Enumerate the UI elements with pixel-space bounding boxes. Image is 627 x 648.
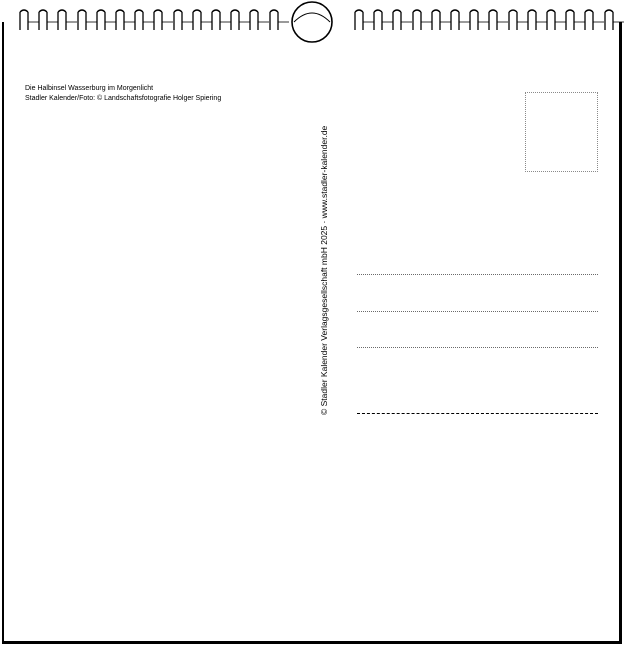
stamp-box — [525, 92, 598, 172]
address-line — [357, 311, 598, 312]
wire-binding — [0, 0, 627, 44]
hanger-hook-icon — [292, 2, 332, 42]
caption-credit: Stadler Kalender/Foto: © Landschaftsfotografie Holger Spiering — [25, 95, 222, 102]
address-line — [357, 274, 598, 275]
copyright-line: © Stadler Kalender Verlagsgesellschaft mbH 2025 · www.stadler-kalender.de — [319, 125, 329, 415]
caption-title: Die Halbinsel Wasserburg im Morgenlicht — [25, 85, 154, 92]
address-line-dashed — [357, 413, 598, 414]
address-line — [357, 347, 598, 348]
photo-caption — [25, 84, 221, 104]
